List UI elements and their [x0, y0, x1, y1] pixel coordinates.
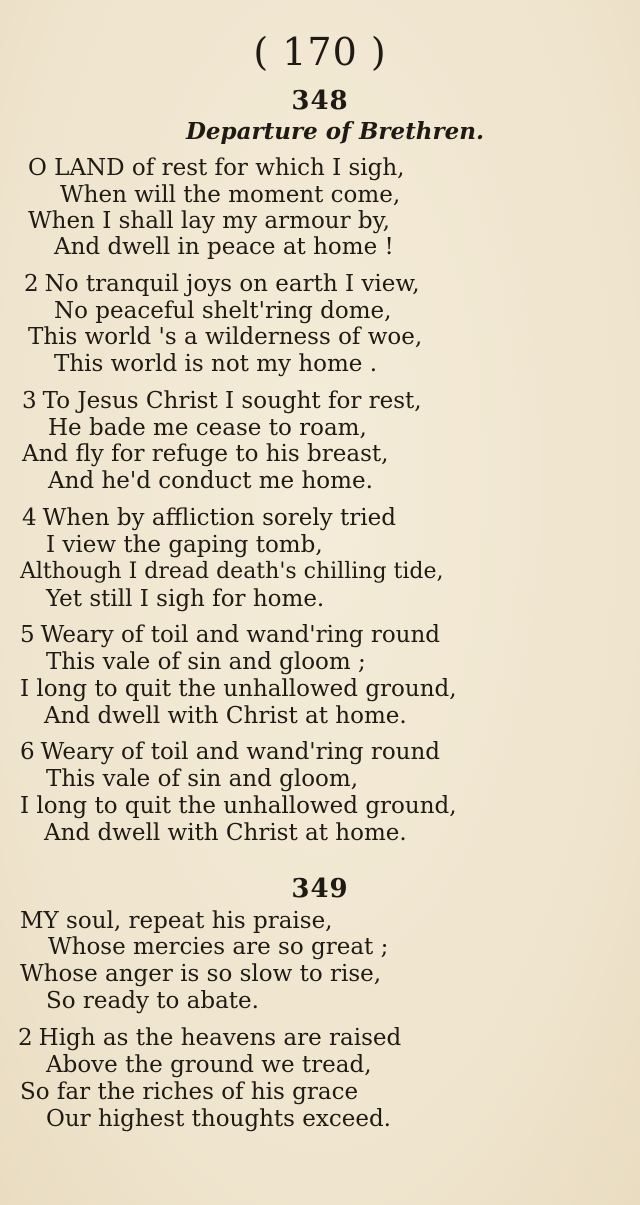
verse-number: 2	[18, 1025, 33, 1051]
page-number: ( 170 )	[253, 30, 387, 74]
hymn-number: 349	[291, 874, 349, 904]
verse-line: Whose anger is so slow to rise,	[20, 961, 382, 987]
verse-line: So ready to abate.	[46, 988, 259, 1014]
verse-line: No peaceful shelt'ring dome,	[54, 298, 392, 324]
verse-line: 4 When by affliction sorely tried	[22, 505, 396, 531]
verse-line: So far the riches of his grace	[20, 1079, 359, 1105]
verse-line: This world 's a wilderness of woe,	[28, 324, 423, 350]
verse-line: 2 No tranquil joys on earth I view,	[24, 271, 420, 297]
verse-line: O LAND of rest for which I sigh,	[28, 155, 405, 181]
verse-line: 3 To Jesus Christ I sought for rest,	[22, 388, 422, 414]
verse-line: He bade me cease to roam,	[48, 415, 367, 441]
verse-line: And he'd conduct me home.	[48, 468, 373, 494]
verse-line: When I shall lay my armour by,	[28, 208, 390, 234]
verse-line: 5 Weary of toil and wand'ring round	[20, 622, 441, 648]
verse-number: 5	[20, 622, 35, 648]
verse-number: 3	[22, 388, 37, 414]
verse-line: And fly for refuge to his breast,	[22, 441, 389, 467]
verse-line: Whose mercies are so great ;	[48, 934, 389, 960]
verse-line: I view the gaping tomb,	[46, 532, 323, 558]
verse-line: This vale of sin and gloom,	[46, 766, 359, 792]
verse-line: This vale of sin and gloom ;	[46, 649, 366, 675]
verse-number: 6	[20, 739, 35, 765]
verse-line: Although I dread death's chilling tide,	[20, 559, 444, 584]
verse-line: 2 High as the heavens are raised	[18, 1025, 402, 1051]
verse-line: Yet still I sigh for home.	[46, 586, 325, 612]
verse-line: I long to quit the unhallowed ground,	[20, 793, 457, 819]
verse-line: 6 Weary of toil and wand'ring round	[20, 739, 441, 765]
verse-line: And dwell with Christ at home.	[44, 820, 407, 846]
verse-line: This world is not my home .	[54, 351, 378, 377]
verse-line: Our highest thoughts exceed.	[46, 1106, 391, 1132]
verse-line: MY soul, repeat his praise,	[20, 908, 333, 934]
verse-number: 4	[22, 505, 37, 531]
verse-line: Above the ground we tread,	[46, 1052, 372, 1078]
verse-line: I long to quit the unhallowed ground,	[20, 676, 457, 702]
verse-number: 2	[24, 271, 39, 297]
verse-line: And dwell with Christ at home.	[44, 703, 407, 729]
hymn-title: Departure of Brethren.	[185, 118, 485, 145]
verse-line: When will the moment come,	[60, 182, 401, 208]
verse-line: And dwell in peace at home !	[54, 234, 394, 260]
hymn-number: 348	[291, 86, 349, 116]
